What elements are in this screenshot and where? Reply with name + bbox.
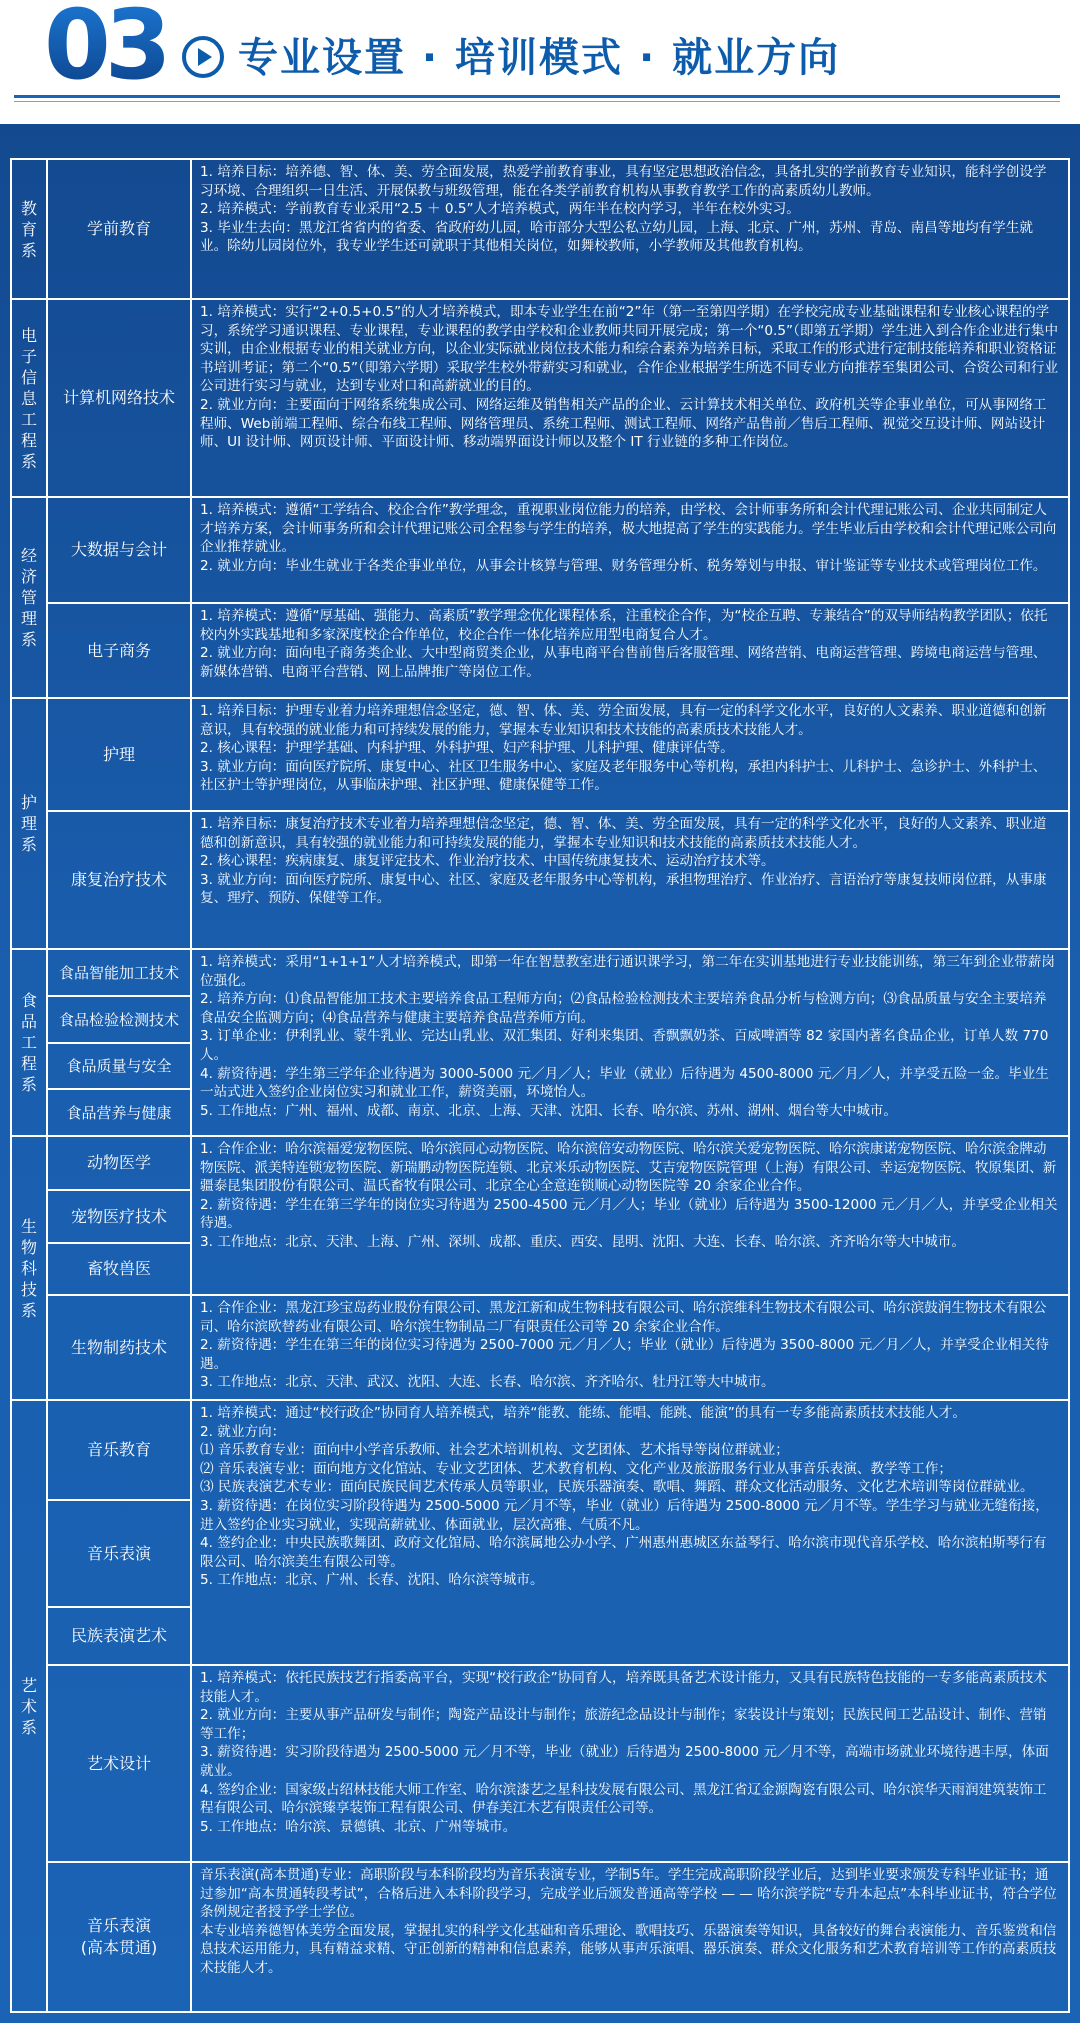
description-line: 音乐表演(高本贯通)专业：高职阶段与本科阶段均为音乐表演专业，学制5年。学生完成高职阶段学业后，达到毕业要求颁发专科毕业证书；通过参加“高本贯通转段考试”，合格后进入本科阶段学习，完成学业后颁发普通高等学校 — — 哈尔滨学院“专升本起点”本科毕业证书，符合学位条例规定者授予学士学位。: [200, 1867, 1057, 1921]
major-name: 音乐教育: [86, 1440, 151, 1459]
description-line: 2. 核心课程：疾病康复、康复评定技术、作业治疗技术、中国传统康复技术、运动治疗技术等。: [200, 853, 775, 870]
description-line: 3. 工作地点：北京、天津、武汉、沈阳、大连、长春、哈尔滨、齐齐哈尔、牡丹江等大中城市。: [200, 1374, 775, 1391]
department-name: 艺术系: [20, 1675, 37, 1737]
description-line: 1. 合作企业：哈尔滨福爱宠物医院、哈尔滨同心动物医院、哈尔滨倍安动物医院、哈尔滨关爱宠物医院、哈尔滨康诺宠物医院、哈尔滨金牌动物医院、派美特连锁宠物医院、新瑞鹏动物医院连锁、北京米乐动物医院、艾吉宠物医院管理（上海）有限公司、幸运宠物医院、牧原集团、新疆泰昆集团股份有限公司、温氏畜牧有限公司、北京全心全意连锁顺心动物医院等 20 余家企业合作。: [200, 1141, 1057, 1195]
major-name: 民族表演艺术: [70, 1626, 167, 1645]
section-number: [44, 0, 169, 84]
description-line: 5. 工作地点：广州、福州、成都、南京、北京、上海、天津、沈阳、长春、哈尔滨、苏州、湖州、烟台等大中城市。: [200, 1102, 897, 1119]
header-rule: [14, 95, 1060, 98]
major-name: 学前教育: [86, 219, 151, 238]
major-name: 食品营养与健康: [66, 1103, 172, 1122]
description-line: 2. 薪资待遇：学生在第三年的岗位实习待遇为 2500-7000 元／月／人；毕业（就业）后待遇为 3500-8000 元／月／人，并享受企业相关待遇。: [200, 1337, 1049, 1372]
description-line: 本专业培养德智体美劳全面发展，掌握扎实的科学文化基础和音乐理论、歌唱技巧、乐器演奏等知识，具备较好的舞台表演能力、音乐鉴赏和信息技术运用能力，具有精益求精、守正创新的精神和信息素养，能够从事声乐演唱、器乐演奏、群众文化服务和艺术教育培训等工作的高素质技术技能人才。: [200, 1922, 1057, 1976]
program-description: [192, 160, 1068, 298]
description-line: 5. 工作地点：哈尔滨、景德镇、北京、广州等城市。: [200, 1818, 517, 1835]
description-line: 3. 工作地点：北京、天津、上海、广州、深圳、成都、重庆、西安、昆明、沈阳、大连、长春、哈尔滨、齐齐哈尔等大中城市。: [200, 1233, 965, 1250]
section-header: [0, 0, 1080, 124]
program-description: [192, 1401, 1068, 1664]
description-line: 2. 就业方向：面向电子商务类企业、大中型商贸类企业，从事电商平台售前售后客服管理、网络营销、电商运营管理、跨境电商运营与管理、新媒体营销、电商平台营销、网上品牌推广等岗位工作。: [200, 645, 1047, 680]
description-line: ⑶ 民族表演艺术专业：面向民族民间艺术传承人员等职业，民族乐器演奏、歌唱、舞蹈、群众文化活动服务、文化艺术培训等岗位群就业。: [200, 1479, 1034, 1496]
program-description: [192, 498, 1068, 602]
major-name: 电子商务: [86, 640, 151, 660]
description-line: 1. 培养模式：遵循“厚基础、强能力、高素质”教学理念优化课程体系，注重校企合作，为“校企互聘、专兼结合”的双导师结构教学团队；依托校内外实践基地和多家深度校企合作单位，校企合作一体化培养应用型电商复合人才。: [200, 608, 1048, 643]
description-line: 1. 培养目标：护理专业着力培养理想信念坚定，德、智、体、美、劳全面发展，具有一定的科学文化水平，良好的人文素养、职业道德和创新意识，具有较强的就业能力和可持续发展的能力，掌握本专业知识和技术技能的高素质技术技能人才。: [200, 703, 1047, 738]
description-line: 1. 培养模式：遵循“工学结合、校企合作”教学理念，重视职业岗位能力的培养，由学校、会计师事务所和会计代理记账公司、企业共同制定人才培养方案，会计师事务所和会计代理记账公司全程参与学生的培养，极大地提高了学生的实践能力。学生毕业后由学校和会计代理记账公司向企业推荐就业。: [200, 502, 1057, 556]
major-name: 艺术设计: [86, 1753, 151, 1773]
major-name: 音乐表演 (高本贯通): [80, 1916, 158, 1957]
department-name: 电子信息工程系: [20, 325, 37, 471]
program-description: [192, 699, 1068, 810]
department-name: 食品工程系: [20, 991, 37, 1094]
description-line: 3. 薪资待遇：实习阶段待遇为 2500-5000 元／月不等，毕业（就业）后待遇为 2500-8000 元／月不等，高端市场就业环境待遇丰厚，体面就业。: [200, 1744, 1049, 1779]
department-name: 经济管理系: [20, 546, 37, 649]
major-name: 动物医学: [86, 1153, 151, 1172]
description-line: 2. 就业方向：主要从事产品研发与制作；陶瓷产品设计与制作；旅游纪念品设计与制作；家装设计与策划；民族民间工艺品设计、制作、营销等工作；: [200, 1707, 1047, 1742]
description-line: ⑵ 音乐表演专业：面向地方文化馆站、专业文艺团体、艺术教育机构、文化产业及旅游服务行业从事音乐表演、教学等工作；: [200, 1460, 952, 1477]
description-line: 1. 培养目标：康复治疗技术专业着力培养理想信念坚定，德、智、体、美、劳全面发展，具有一定的科学文化水平，良好的人文素养、职业道德和创新意识，具有较强的就业能力和可持续发展的能力，掌握本专业知识和技术技能的高素质技术技能人才。: [200, 816, 1047, 851]
description-line: 2. 培养模式：学前教育专业采用“2.5 ＋ 0.5”人才培养模式，两年半在校内学习，半年在校外实习。: [200, 201, 800, 218]
description-line: 1. 培养模式：实行“2+0.5+0.5”的人才培养模式，即本专业学生在前“2”年（第一至第四学期）在学校完成专业基础课程和专业核心课程的学习，系统学习通识课程、专业课程，专业课程的教学由学校和企业教师共同开展完成；第一个“0.5”（即第五学期）学生进入到合作企业进行集中实训，由企业根据专业的相关就业方向，以企业实际就业岗位技术能力和综合素养为培养目标，采取工作的形式进行定制技能培养和职业资格证书培训考证；第二个“0.5”（即第六学期）采取学生校外带薪实习和就业，合作企业根据学生所选不同专业方向推荐至集团公司、合资公司和行业公司进行实习与就业，达到专业对口和高薪就业的目的。: [200, 304, 1059, 395]
program-description: [192, 812, 1068, 948]
major-name: 食品智能加工技术: [58, 963, 179, 982]
program-description: [192, 950, 1068, 1135]
description-line: 3. 毕业生去向：黑龙江省省内的省委、省政府幼儿园，哈市部分大型公私立幼儿园，上海、北京、广州，苏州、青岛、南昌等地均有学生就业。除幼儿园岗位外，我专业学生还可就职于其他相关岗位，如舞校教师，小学教师及其他教育机构。: [200, 219, 1033, 255]
section-number-text: 03: [44, 0, 166, 84]
program-description: [192, 1666, 1068, 1861]
major-name: 食品检验检测技术: [58, 1010, 179, 1029]
description-line: 1. 培养模式：通过“校行政企”协同育人培养模式，培养“能教、能练、能唱、能跳、能演”的具有一专多能高素质技术技能人才。: [200, 1405, 966, 1421]
major-name: 护理: [102, 744, 135, 764]
description-line: 1. 培养模式：依托民族技艺行指委高平台，实现“校行政企”协同育人，培养既具备艺术设计能力，又具有民族特色技能的一专多能高素质技术技能人才。: [200, 1670, 1047, 1705]
description-line: 2. 就业方向：主要面向于网络系统集成公司、网络运维及销售相关产品的企业、云计算技术相关单位、政府机关等企事业单位，可从事网络工程师、Web前端工程师、综合布线工程师、网络管理员、系统工程师、测试工程师、网络产品售前／售后工程师、视觉交互设计师、网站设计师、UI 设计师、网页设计师、平面设计师、移动端界面设计师以及整个 IT 行业链的多种工作岗位。: [200, 396, 1047, 451]
program-description: [192, 1863, 1068, 2011]
program-description: [192, 1137, 1068, 1294]
description-line: 5. 工作地点：北京、广州、长春、沈阳、哈尔滨等城市。: [200, 1572, 544, 1589]
description-line: 4. 薪资待遇：学生第三学年企业待遇为 3000-5000 元／月／人；毕业（就业）后待遇为 4500-8000 元／月／人，并享受五险一金。毕业生一站式进入签约企业岗位实习和就业工作，薪资美丽，环境怡人。: [200, 1065, 1049, 1101]
description-line: 3. 订单企业：伊利乳业、蒙牛乳业、完达山乳业、双汇集团、好利来集团、香飘飘奶茶、百威啤酒等 82 家国内著名食品企业，订单人数 770 人。: [200, 1028, 1049, 1063]
description-line: 2. 核心课程：护理学基础、内科护理、外科护理、妇产科护理、儿科护理、健康评估等。: [200, 740, 734, 757]
description-line: 1. 合作企业：黑龙江珍宝岛药业股份有限公司、黑龙江新和成生物科技有限公司、哈尔滨维科生物技术有限公司、哈尔滨鼓润生物技术有限公司、哈尔滨欧替药业有限公司、哈尔滨生物制品二厂有限责任公司等 20 余家企业合作。: [200, 1300, 1047, 1335]
description-line: 4. 签约企业：中央民族歌舞团、政府文化馆局、哈尔滨属地公办小学、广州惠州惠城区东益琴行、哈尔滨市现代音乐学校、哈尔滨柏斯琴行有限公司、哈尔滨美生有限公司等。: [200, 1535, 1047, 1570]
major-name: 食品质量与安全: [66, 1057, 172, 1075]
major-name: 计算机网络技术: [62, 388, 175, 407]
major-name: 音乐表演: [86, 1543, 151, 1563]
description-line: 1. 培养目标：培养德、智、体、美、劳全面发展，热爱学前教育事业，具有坚定思想政治信念，具备扎实的学前教育专业知识，能科学创设学习环境、合理组织一日生活、开展保教与班级管理，能在各类学前教育机构从事教育教学工作的高素质幼儿教师。: [200, 164, 1047, 199]
department-name: 护理系: [20, 793, 37, 854]
program-description: [192, 300, 1068, 496]
play-circle-icon: [180, 34, 226, 80]
header-rule-thin: [14, 101, 1060, 102]
description-line: 3. 就业方向：面向医疗院所、康复中心、社区、家庭及老年服务中心等机构，承担物理治疗、作业治疗、言语治疗等康复技师岗位群，从事康复、理疗、预防、保健等工作。: [200, 871, 1047, 907]
description-line: 2. 就业方向：毕业生就业于各类企事业单位，从事会计核算与管理、财务管理分析、税务筹划与申报、审计鉴证等专业技术或管理岗位工作。: [200, 557, 1047, 574]
section-title: 专业设置 · 培训模式 · 就业方向: [238, 35, 841, 81]
program-description: [192, 1296, 1068, 1399]
major-name: 康复治疗技术: [70, 870, 167, 889]
program-table: [10, 158, 1070, 2013]
major-name: 生物制药技术: [70, 1337, 167, 1357]
description-line: 3. 就业方向：面向医疗院所、康复中心、社区卫生服务中心、家庭及老年服务中心等机构，承担内科护士、儿科护士、急诊护士、外科护士、社区护士等护理岗位，从事临床护理、社区护理、健康保健等工作。: [200, 758, 1047, 794]
description-line: 2. 就业方向：: [200, 1423, 286, 1440]
description-line: 2. 培养方向：⑴食品智能加工技术主要培养食品工程师方向；⑵食品检验检测技术主要培养食品分析与检测方向；⑶食品质量与安全主要培养食品安全监测方向；⑷食品营养与健康主要培养食品营养师方向。: [200, 991, 1047, 1026]
description-line: 3. 薪资待遇：在岗位实习阶段待遇为 2500-5000 元／月不等，毕业（就业）后待遇为 2500-8000 元／月不等。学生学习与就业无缝衔接，进入签约企业实习就业，实现高薪就业、体面就业，层次高雅、气质不凡。: [200, 1497, 1049, 1533]
department-name: 生物科技系: [20, 1216, 37, 1320]
description-line: 2. 薪资待遇：学生在第三学年的岗位实习待遇为 2500-4500 元／月／人；毕业（就业）后待遇为 3500-12000 元／月／人，并享受企业相关待遇。: [200, 1196, 1058, 1232]
major-name: 畜牧兽医: [86, 1259, 151, 1278]
major-name: 宠物医疗技术: [70, 1206, 167, 1226]
description-line: 1. 培养模式：采用“1+1+1”人才培养模式，即第一年在智慧教室进行通识课学习，第二年在实训基地进行专业技能训练，第三年到企业带薪岗位强化。: [200, 954, 1055, 989]
program-description: [192, 604, 1068, 697]
major-name: 大数据与会计: [70, 540, 167, 559]
department-name: 教育系: [20, 198, 37, 260]
description-line: ⑴ 音乐教育专业：面向中小学音乐教师、社会艺术培训机构、文艺团体、艺术指导等岗位群就业；: [200, 1442, 789, 1459]
description-line: 4. 签约企业：国家级占绍林技能大师工作室、哈尔滨漆艺之星科技发展有限公司、黑龙江省辽金源陶瓷有限公司、哈尔滨华天雨润建筑装饰工程有限公司、哈尔滨臻享装饰工程有限公司、伊春美江木艺有限责任公司等。: [200, 1781, 1047, 1817]
